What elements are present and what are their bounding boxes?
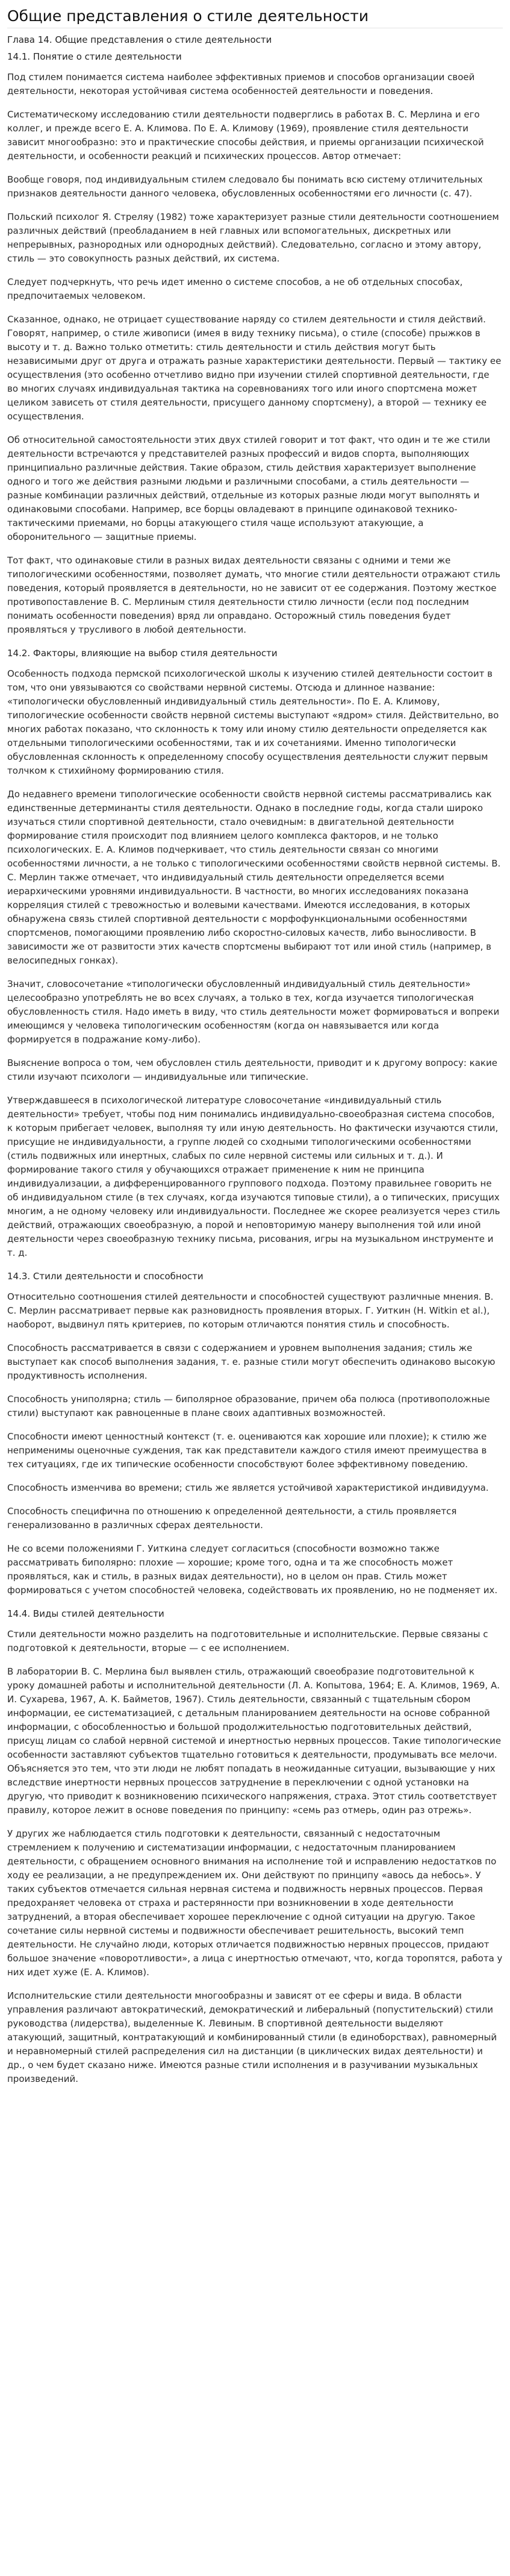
- paragraph: Систематическому исследованию стили деятельности подверглись в работах В. С. Мерлина и его коллег, и прежде всего Е. А. Климова. По Е. А. Климову (1969), проявление стиля деятельности зависит многообразно: это и практические способы действия, и приемы организации психической деятельности, и особенности реакций и психических процессов. Автор отмечает:: [7, 109, 484, 161]
- page-title: Общие представления о стиле деятельности: [7, 6, 503, 28]
- quote-paragraph: Вообще говоря, под индивидуальным стилем следовало бы понимать всю систему отличительных признаков деятельности данного человека, обусловленных особенностями его личности (с. 47).: [7, 174, 483, 199]
- paragraph: Значит, словосочетание «типологически обусловленный индивидуальный стиль деятельности» целесообразно употреблять не во всех случаях, а только в тех, когда изучается типологическая обусловленность стиля. Надо иметь в виду, что стиль деятельности может формироваться и вопреки имеющимся у человека типологическим особенностям (когда он навязывается или когда формируется в подражание кому-либо).: [7, 979, 500, 1045]
- paragraph: В лаборатории В. С. Мерлина был выявлен стиль, отражающий своеобразие подготовительной к уроку домашней работы и исполнительной деятельности (Л. А. Копытова, 1964; Е. А. Климов, 1969, А. И. Сухарева, 1967, А. К. Байметов, 1967). Стиль деятельности, связанный с тщательным сбором информации, ее систематизацией, с детальным планированием деятельности на основе собранной информации, с обособленностью и большой продолжительностью подготовительных действий, присущ лицам со слабой нервной системой и инертностью нервных процессов. Такие типологические особенности заставляют субъектов тщательно готовиться к деятельности, продумывать все мелочи. Объясняется это тем, что эти люди не любят попадать в неожиданные ситуации, вызывающие у них вследствие инертности нервных процессов затруднение в переключении с одной установки на другую, что приводит к возникновению психического напряжения, страха. Этот стиль соответствует правилу, которое лежит в основе поведения по принципу: «семь раз отмерь, один раз отрежь».: [7, 1666, 502, 1816]
- paragraph: Относительно соотношения стилей деятельности и способностей существуют различные мнения. В. С. Мерлин рассматривает первые как разновидность проявления вторых. Г. Уиткин (H. Witkin et al.), наоборот, выдвинул пять критериев, по которым отличаются понятия стиль и способность.: [7, 1291, 494, 1330]
- paragraph: Способность униполярна; стиль — биполярное образование, причем оба полюса (противоположные стили) выступают как равноценные в плане своих адаптивных возможностей.: [7, 1394, 490, 1418]
- paragraph: Об относительной самостоятельности этих двух стилей говорит и тот факт, что один и те же стили деятельности встречаются у представителей разных профессий и видов спорта, выполняющих принципиально различные действия. Такие образом, стиль действия характеризует выполнение одного и того же действия разными людьми и различными способами, а стиль деятельности — разные комбинации различных действий, отдельные из которых разные люди могут выполнять и одинаковыми способами. Например, все борцы овладевают в принципе одинаковой технико-тактическими приемами, но борцы атакующего стиля чаще используют атакующие, а оборонительного — защитные приемы.: [7, 434, 491, 542]
- paragraph: До недавнего времени типологические особенности свойств нервной системы рассматривались как единственные детерминанты стиля деятельности. Однако в последние годы, когда стали широко изучаться стили спортивной деятельности, стало очевидным: в двигательной деятельности формирование стиля происходит под влиянием целого комплекса факторов, и не только психологических. Е. А. Климов подчеркивает, что стиль деятельности связан со многими особенностями личности, а не только с типологическими особенностями свойств нервной системы. В. С. Мерлин также отмечает, что индивидуальный стиль деятельности определяется всеми иерархическими уровнями индивидуальности. В частности, во многих исследованиях показана корреляция стилей с тревожностью и волевыми качествами. Имеются исследования, в которых обнаружена связь стилей спортивной деятельности с морфофункциональными особенностями спортсменов, помогающими проявлению либо скоростно-силовых качеств, либо выносливости. В зависимости же от развитости этих качеств спортсмены выбирают тот или иной стиль (например, в велосипедных гонках).: [7, 789, 501, 966]
- chapter-heading: Глава 14. Общие представления о стиле деятельности: [7, 34, 272, 45]
- paragraph: Утверждавшееся в психологической литературе словосочетание «индивидуальный стиль деятельности» требует, чтобы под ним понимались индивидуально-своеобразная система способов, к которым прибегает человек, выполняя ту или иную деятельность. Но фактически изучаются стили, присущие не индивидуальности, а группе людей со сходными типологическими особенностями (стиль подвижных или инертных, слабых по силе нервной системы или сильных и т. д.). И формирование такого стиля у обучающихся отражает применение к ним не принципа индивидуализации, а дифференцированного группового подхода. Поэтому правильнее говорить не об индивидуальном стиле (в тех случаях, когда изучаются типовые стили), а о типических, присущих многим, а не одному человеку или индивидуальности. Последнее же скорее реализуется через стиль действий, отражающих своеобразную, а порой и неповторимую манеру выполнения той или иной деятельности через своеобразную технику письма, рисования, игры на музыкальном инструменте и т. д.: [7, 1095, 500, 1258]
- section-4: [7, 1607, 503, 2086]
- paragraph: Выяснение вопроса о том, чем обусловлен стиль деятельности, приводит и к другому вопросу: какие стили изучают психологи — индивидуальные или типические.: [7, 1058, 497, 1082]
- paragraph: Под стилем понимается система наиболее эффективных приемов и способов организации своей деятельности, некоторая устойчивая система особенностей деятельности и поведения.: [7, 72, 475, 96]
- section-3: [7, 1270, 503, 1597]
- section-heading: 14.1. Понятие о стиле деятельности: [7, 51, 182, 62]
- paragraph: Следует подчеркнуть, что речь идет именно о системе способов, а не об отдельных способах, предпочитаемых человеком.: [7, 277, 463, 301]
- paragraph: Польский психолог Я. Стреляу (1982) тоже характеризует разные стили деятельности соотношением различных действий (преобладанием в ней главных или вспомогательных, дискретных или непрерывных, разнородных или однородных действий). Следовательно, согласно и этому автору, стиль — это совокупность разных действий, их система.: [7, 212, 499, 264]
- section-heading: 14.4. Виды стилей деятельности: [7, 1608, 164, 1619]
- paragraph: Исполнительские стили деятельности многообразны и зависят от ее сферы и вида. В области управления различают автократический, демократический и либеральный (попустительский) стили руководства (лидерства), выделенные К. Левиным. В спортивной деятельности выделяют атакующий, защитный, контратакующий и комбинированный стили (в единоборствах), равномерный и неравномерный стилей распределения сил на дистанции (в циклических видах деятельности) и др., о чем будет сказано ниже. Имеются разные стили исполнения и в разучивании музыкальных произведений.: [7, 1990, 497, 2084]
- paragraph: Не со всеми положениями Г. Уиткина следует согласиться (способности возможно также рассматривать биполярно: плохие — хорошие; кроме того, одна и та же способность может проявляться, как и стиль, в разных видах деятельности), но в целом он прав. Стиль может формироваться с учетом способностей человека, содействовать их проявлению, но не подменяет их.: [7, 1543, 498, 1596]
- section-heading: 14.2. Факторы, влияющие на выбор стиля деятельности: [7, 648, 278, 659]
- paragraph: Способность специфична по отношению к определенной деятельности, а стиль проявляется генерализованно в различных сферах деятельности.: [7, 1506, 457, 1531]
- paragraph: Особенность подхода пермской психологической школы к изучению стилей деятельности состоит в том, что они увязываются со свойствами нервной системы. Отсюда и длинное название: «типологически обусловленный индивидуальный стиль деятельности». По Е. А. Климову, типологические особенности свойств нервной системы выступают «ядром» стиля. Действительно, во многих работах показано, что склонность к тому или иному стилю деятельности определяется как отдельными типологическими особенностями, так и их сочетаниями. Именно типологически обусловленная склонность к определенному способу осуществления деятельности служит первым толчком к стихийному формированию стиля.: [7, 668, 499, 776]
- paragraph: Стили деятельности можно разделить на подготовительные и исполнительские. Первые связаны с подготовкой к деятельности, вторые — с ее исполнением.: [7, 1629, 488, 1653]
- paragraph: Сказанное, однако, не отрицает существование наряду со стилем деятельности и стиля действий. Говорят, например, о стиле живописи (имея в виду технику письма), о стиле (способе) прыжков в высоту и т. д. Важно только отметить: стиль деятельности и стиль действия могут быть независимыми друг от друга и отражать разные характеристики деятельности. Первый — тактику ее осуществления (это особенно отчетливо видно при изучении стилей спортивной деятельности, где во многих случаях индивидуальная тактика на соревнованиях того или иного спортсмена может целиком зависеть от стиля деятельности, присущего данному спортсмену), а второй — технику ее осуществления.: [7, 314, 502, 422]
- paragraph: У других же наблюдается стиль подготовки к деятельности, связанный с недостаточным стремлением к получению и систематизации информации, с недостаточным планированием деятельности, с обращением основного внимания на исполнение той и исправлению недостатков по ходу ее реализации, а не предупреждением их. Они действуют по принципу «авось да небось». У таких субъектов отмечается сильная нервная система и подвижность нервных процессов. Первая предохраняет человека от страха и растерянности при возникновении в ходе деятельности затруднений, а вторая обеспечивает хорошее переключение с одной ситуации на другую. Такое сочетание силы нервной системы и подвижности обеспечивает решительность, высокий темп деятельности. Не случайно люди, которых отличается подвижностью нервных процессов, придают большое значение «поворотливости», а лица с инертностью отмечают, что, когда торопятся, работа у них идет хуже (Е. А. Климов).: [7, 1828, 503, 1978]
- section-1: [7, 50, 503, 637]
- paragraph: Способность изменчива во времени; стиль же является устойчивой характеристикой индивидуума.: [7, 1482, 489, 1493]
- section-heading: 14.3. Стили деятельности и способности: [7, 1271, 204, 1282]
- paragraph: Способности имеют ценностный контекст (т. е. оцениваются как хорошие или плохие); к стилю же неприменимы оценочные суждения, так как представители каждого стиля имеют преимущества в тех ситуациях, где их типические особенности способствуют более эффективному поведению.: [7, 1431, 487, 1470]
- paragraph: Тот факт, что одинаковые стили в разных видах деятельности связаны с одними и теми же типологическими особенностями, позволяет думать, что многие стили деятельности отражают стиль поведения, который проявляется в деятельности, но не зависит от ее содержания. Поэтому жесткое противопоставление В. С. Мерлиным стиля деятельности стилю личности (если под последним понимать особенности поведения) вряд ли оправдано. Осторожный стиль поведения будет проявляться у трусливого в любой деятельности.: [7, 555, 500, 635]
- section-2: [7, 647, 503, 1260]
- paragraph: Способность рассматривается в связи с содержанием и уровнем выполнения задания; стиль же выступает как способ выполнения задания, т. е. разные стили могут обеспечить одинаково высокую продуктивность исполнения.: [7, 1343, 496, 1381]
